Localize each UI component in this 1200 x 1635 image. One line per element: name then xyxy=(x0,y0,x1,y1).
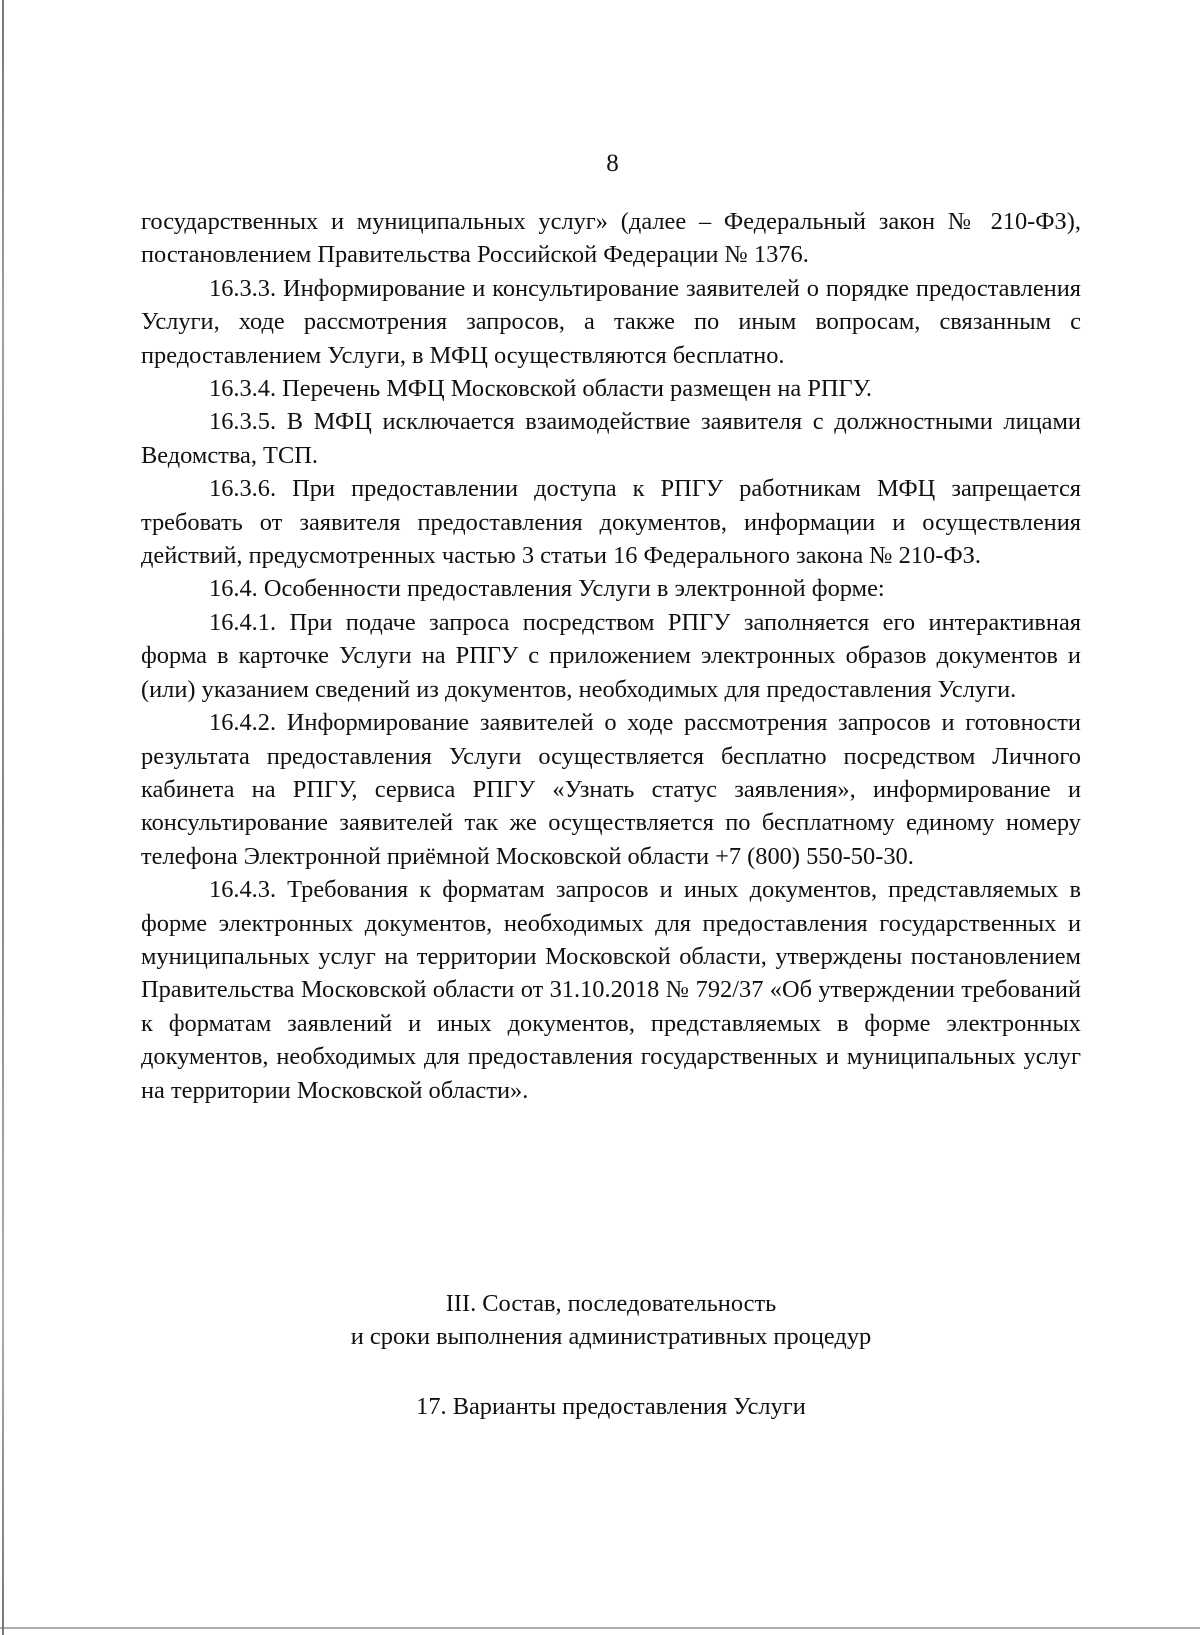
section-heading xyxy=(141,1287,1081,1354)
paragraph-16-4-2: 16.4.2. Информирование заявителей о ходе рассмотрения запросов и готовности результата предоставления Услуги осуществляется бесплатно посредством Личного кабинета на РПГУ, сервиса РПГУ «Узнать статус заявления», информирование и консультирование заявителей так же осуществляется по бесплатному единому номеру телефона Электронной приёмной Московской области +7 (800) 550-50-30. xyxy=(141,709,1081,870)
subsection-heading: 17. Варианты предоставления Услуги xyxy=(416,1393,806,1420)
section-heading-line-1: III. Состав, последовательность xyxy=(445,1290,777,1317)
paragraph-16-4-1: 16.4.1. При подаче запроса посредством РПГУ заполняется его интерактивная форма в карточке Услуги на РПГУ с приложением электронных образов документов и (или) указанием сведений из документов, необходимых для предоставления Услуги. xyxy=(141,608,1081,703)
paragraph-continuation: государственных и муниципальных услуг» (далее – Федеральный закон № 210-ФЗ), постановлением Правительства Российской Федерации № 1376. xyxy=(141,208,1081,269)
paragraph-16-3-3: 16.3.3. Информирование и консультирование заявителей о порядке предоставления Услуги, ходе рассмотрения запросов, а также по иным вопросам, связанным с предоставлением Услуги, в МФЦ осуществляются бесплатно. xyxy=(141,274,1081,369)
page-number: 8 xyxy=(606,150,619,177)
paragraph-16-4: 16.4. Особенности предоставления Услуги в электронной форме: xyxy=(209,575,885,603)
scan-bottom-edge xyxy=(0,1627,1200,1629)
paragraph-16-4-3: 16.4.3. Требования к форматам запросов и иных документов, представляемых в форме электронных документов, необходимых для предоставления государственных и муниципальных услуг на территории Московской области, утверждены постановлением Правительства Московской области от 31.10.2018 № 792/37 «Об утверждении требований к форматам заявлений и иных документов, представляемых в форме электронных документов, необходимых для предоставления государственных и муниципальных услуг на территории Московской области». xyxy=(141,876,1081,1104)
paragraph-16-3-6: 16.3.6. При предоставлении доступа к РПГУ работникам МФЦ запрещается требовать от заявителя предоставления документов, информации и осуществления действий, предусмотренных частью 3 статьи 16 Федерального закона № 210-ФЗ. xyxy=(141,475,1081,570)
section-heading-line-2: и сроки выполнения административных процедур xyxy=(350,1323,872,1351)
paragraph-16-3-5: 16.3.5. В МФЦ исключается взаимодействие заявителя с должностными лицами Ведомства, ТСП. xyxy=(141,408,1081,469)
paragraph-16-3-4: 16.3.4. Перечень МФЦ Московской области размещен на РПГУ. xyxy=(209,375,873,403)
scan-left-edge xyxy=(2,0,4,1635)
document-body xyxy=(141,205,1081,1107)
